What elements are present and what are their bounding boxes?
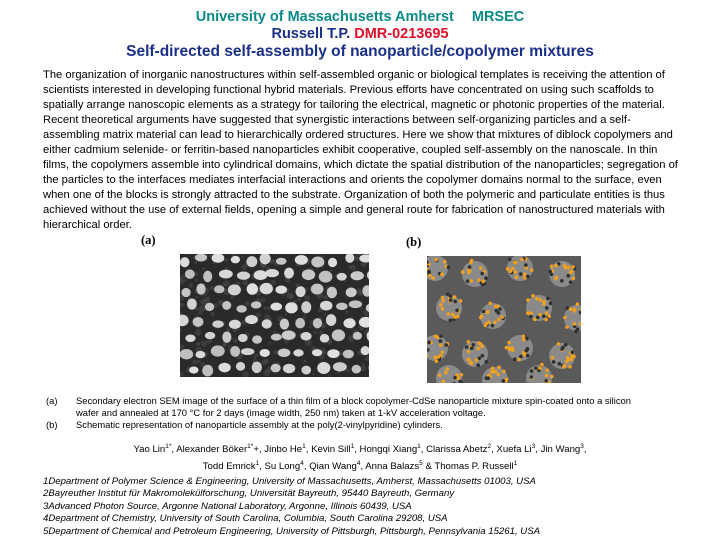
affiliation: 3Advanced Photon Source, Argonne National Laboratory, Argonne, Illinois 60439, USA: [43, 500, 412, 512]
caption-b-id: (b): [46, 419, 58, 430]
award-number: DMR-0213695: [354, 26, 449, 42]
author: Alexander Böker: [176, 444, 248, 456]
sem-image: [180, 254, 369, 377]
author: Kevin Sill: [311, 444, 351, 456]
figure-label-a: (a): [141, 233, 156, 247]
author: Yao Lin: [133, 444, 166, 456]
figure-label-b: (b): [406, 235, 422, 249]
affiliation: 5Department of Chemical and Petroleum Engineering, University of Pittsburgh, Pittsburgh, Pennsylvania 15261, USA: [43, 525, 541, 537]
header-pi-line: [0, 25, 720, 43]
affiliation: 4Department of Chemistry, University of South Carolina, Columbia, South Carolina 29208, USA: [43, 513, 448, 525]
author-list: [0, 440, 720, 474]
abstract-text: The organization of inorganic nanostructures within self-assembled organic or biological templates is receiving the attention of scientists interested in developing functional hybrid materials. Previous efforts have concentrated on using such scaffolds to spatially arrange nanoscopic elements as a strategy for tailoring the electrical, magnetic or photonic properties of the material. Recent theoretical arguments have suggested that synergistic interactions between self-organizing particles and a self-assembling matrix material can lead to hierarchically ordered structures. Here we show that mixtures of diblock copolymers and either cadmium selenide- or ferritin-based nanoparticles exhibit cooperative, coupled self-assembly on the nanoscale. In thin films, the copolymers assemble into cylindrical domains, which dictate the spatial distribution of the nanoparticles; segregation of the particles to the interfaces mediates interfacial interactions and orients the copolymer domains normal to the surface, even when one of the blocks is strongly attracted to the substrate. Organization of both the polymeric and particulate entities is thus achieved without the use of external fields, opening a simple and general route for fabrication of nanostructured materials with hierarchical order.: [43, 69, 678, 231]
caption-a: [46, 395, 696, 419]
affiliation: 2Bayreuther Institut für Makromolekülforschung, Universität Bayreuth, 95440 Bayreuth, Germany: [43, 488, 455, 500]
author: Clarissa Abetz: [426, 444, 488, 456]
header-university-line: [0, 8, 720, 26]
affiliation: 1Department of Polymer Science & Engineering, University of Massachusetts, Amherst, Massachusetts 01003, USA: [43, 476, 536, 487]
affiliations: [43, 476, 703, 538]
author-line-2: Todd Emrick$^1$, Su Long$^4$, Qian Wang$^4$, Anna Balazs$^5$ & Thomas P. Russell$^1$: [202, 460, 518, 473]
page-title: Self-directed self-assembly of nanoparticle/copolymer mixtures: [126, 43, 594, 60]
caption-b-text: Schematic representation of nanoparticle assembly at the poly(2-vinylpyridine) cylinders.: [76, 419, 443, 430]
university-name: University of Massachusetts Amherst: [195, 9, 454, 25]
center-name: MRSEC: [471, 9, 525, 25]
schematic-image: [427, 256, 581, 383]
author: Hongqi Xiang: [359, 444, 418, 456]
caption-a-line2: wafer and annealed at 170 °C for 2 days (image width, 250 nm) taken at 1-kV acceleration voltage.: [76, 407, 486, 418]
caption-a-id: (a): [46, 395, 58, 406]
caption-a-line1: Secondary electron SEM image of the surface of a thin film of a block copolymer-CdSe nanoparticle mixture spin-coated onto a silicon: [76, 395, 631, 406]
caption-b: [46, 419, 696, 431]
author: Thomas P. Russell: [434, 461, 514, 473]
author-line-1: Yao Lin$^{1*}$, Alexander Böker$^{1*}$+, Jinbo He$^1$, Kevin Sill$^1$, Hongqi Xiang$^1$, Clarissa Abetz$^2$, Xuefa Li$^3$, Jin Wang$^3$,: [133, 443, 587, 456]
author: Todd Emrick: [202, 461, 256, 473]
figure-captions: [46, 395, 696, 431]
author: Anna Balazs: [365, 461, 420, 473]
author: Jin Wang: [540, 444, 581, 456]
author: Jinbo He: [264, 444, 303, 456]
author: Su Long: [264, 461, 301, 473]
author: Qian Wang: [309, 461, 357, 473]
author: Xuefa Li: [496, 444, 532, 456]
pi-name: Russell T.P.: [271, 26, 351, 42]
